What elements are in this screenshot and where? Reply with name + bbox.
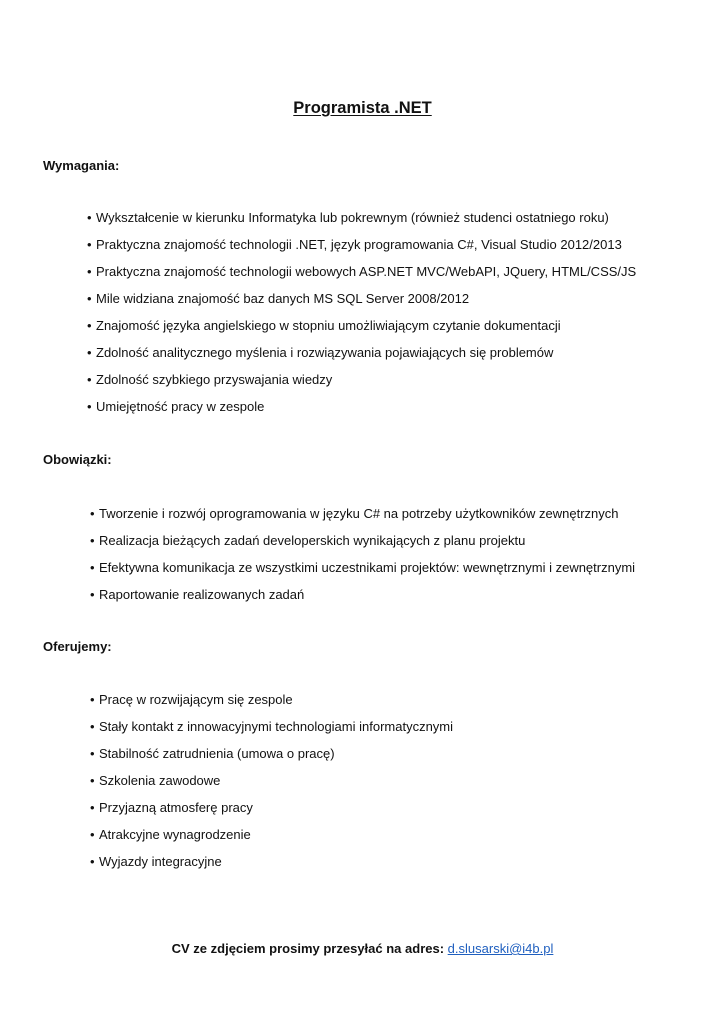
list-item-text: Wyjazdy integracyjne: [99, 854, 222, 869]
list-item: [87, 263, 636, 290]
list-item-text: Efektywna komunikacja ze wszystkimi uczestnikami projektów: wewnętrznymi i zewnętrznymi: [99, 560, 636, 575]
requirements-heading: Wymagania:: [43, 158, 120, 173]
list-item-text: Przyjazną atmosferę pracy: [99, 800, 253, 815]
bullet-icon: •: [90, 560, 95, 575]
contact-footer: [0, 941, 725, 956]
offer-list: [90, 691, 453, 880]
list-item: [87, 209, 636, 236]
offer-heading: Oferujemy:: [43, 639, 112, 654]
list-item: [87, 290, 636, 317]
list-item-text: Atrakcyjne wynagrodzenie: [99, 827, 251, 842]
list-item: [90, 799, 453, 826]
bullet-icon: •: [87, 210, 92, 225]
bullet-icon: •: [87, 399, 92, 414]
list-item-text: Pracę w rozwijającym się zespole: [99, 692, 293, 707]
list-item-text: Zdolność analitycznego myślenia i rozwiązywania pojawiających się problemów: [96, 345, 554, 360]
duties-list: [90, 505, 635, 613]
list-item-text: Umiejętność pracy w zespole: [96, 399, 265, 414]
list-item-text: Tworzenie i rozwój oprogramowania w języku C# na potrzeby użytkowników zewnętrznych: [99, 506, 619, 521]
duties-heading: Obowiązki:: [43, 452, 112, 467]
list-item-text: Praktyczna znajomość technologii .NET, język programowania C#, Visual Studio 2012/2013: [96, 237, 622, 252]
list-item: [90, 559, 635, 586]
bullet-icon: •: [90, 719, 95, 734]
bullet-icon: •: [87, 291, 92, 306]
bullet-icon: •: [90, 854, 95, 869]
list-item: [90, 718, 453, 745]
bullet-icon: •: [87, 264, 92, 279]
list-item: [87, 398, 636, 425]
bullet-icon: •: [90, 800, 95, 815]
list-item: [90, 745, 453, 772]
list-item: [90, 691, 453, 718]
list-item-text: Praktyczna znajomość technologii webowych ASP.NET MVC/WebAPI, JQuery, HTML/CSS/JS: [96, 264, 637, 279]
list-item-text: Stabilność zatrudnienia (umowa o pracę): [99, 746, 335, 761]
list-item-text: Mile widziana znajomość baz danych MS SQL Server 2008/2012: [96, 291, 470, 306]
contact-label: CV ze zdjęciem prosimy przesyłać na adres:: [171, 941, 445, 956]
list-item: [90, 772, 453, 799]
list-item-text: Raportowanie realizowanych zadań: [99, 587, 305, 602]
bullet-icon: •: [87, 345, 92, 360]
bullet-icon: •: [90, 746, 95, 761]
bullet-icon: •: [90, 587, 95, 602]
list-item-text: Znajomość języka angielskiego w stopniu umożliwiającym czytanie dokumentacji: [96, 318, 561, 333]
bullet-icon: •: [90, 773, 95, 788]
list-item: [90, 826, 453, 853]
list-item-text: Wykształcenie w kierunku Informatyka lub pokrewnym (również studenci ostatniego roku): [96, 210, 609, 225]
list-item: [90, 505, 635, 532]
list-item: [87, 371, 636, 398]
list-item: [87, 344, 636, 371]
bullet-icon: •: [90, 533, 95, 548]
list-item: [90, 586, 635, 613]
list-item-text: Stały kontakt z innowacyjnymi technologiami informatycznymi: [99, 719, 454, 734]
list-item: [87, 236, 636, 263]
list-item: [90, 532, 635, 559]
contact-email-link[interactable]: d.slusarski@i4b.pl: [447, 941, 554, 956]
page-title: Programista .NET: [293, 99, 432, 117]
bullet-icon: •: [90, 692, 95, 707]
requirements-list: [87, 209, 636, 425]
list-item: [90, 853, 453, 880]
list-item: [87, 317, 636, 344]
bullet-icon: •: [87, 318, 92, 333]
list-item-text: Szkolenia zawodowe: [99, 773, 221, 788]
bullet-icon: •: [87, 372, 92, 387]
bullet-icon: •: [90, 827, 95, 842]
list-item-text: Realizacja bieżących zadań developerskich wynikających z planu projektu: [99, 533, 526, 548]
list-item-text: Zdolność szybkiego przyswajania wiedzy: [96, 372, 333, 387]
bullet-icon: •: [87, 237, 92, 252]
bullet-icon: •: [90, 506, 95, 521]
